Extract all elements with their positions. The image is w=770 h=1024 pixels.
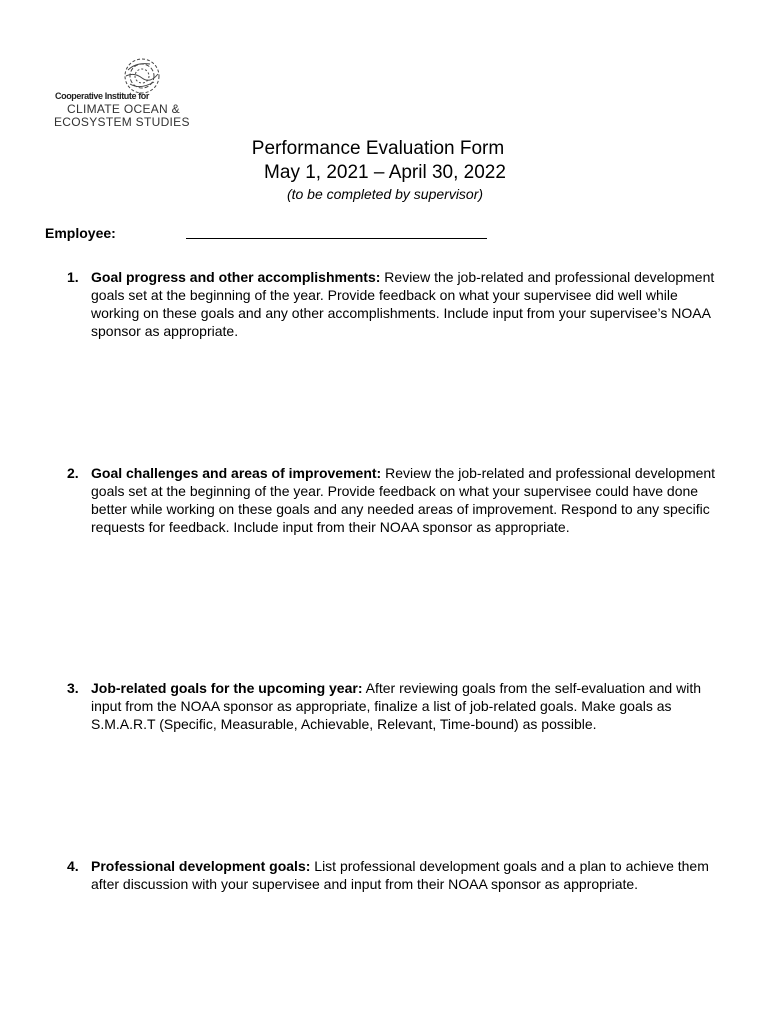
employee-name-field[interactable] [186, 238, 487, 239]
item-body [91, 679, 727, 733]
item-heading: Goal progress and other accomplishments: [91, 269, 381, 285]
item-number: 3. [67, 680, 79, 696]
item-number: 1. [67, 269, 79, 285]
organization-logo [54, 56, 190, 129]
evaluation-period: May 1, 2021 – April 30, 2022 [264, 162, 506, 183]
form-title: Performance Evaluation Form [251, 138, 505, 159]
evaluation-item [67, 268, 727, 340]
logo-line-3: ECOSYSTEM STUDIES [54, 115, 190, 129]
evaluation-item [67, 464, 727, 536]
item-body [91, 268, 727, 340]
item-text: After reviewing goals from the self-evaluation and with input from the NOAA sponsor as appropriate, finalize a list of job-related goals. Make goals as S.M.A.R.T (Specific, Measurable, Achievable, Relevant, Time-bound) as possible. [91, 680, 702, 732]
evaluation-item [67, 679, 727, 733]
item-number: 2. [67, 465, 79, 481]
employee-label: Employee: [45, 225, 116, 241]
item-body [91, 464, 727, 536]
logo-line-1: Cooperative Institute for [55, 91, 150, 101]
item-heading: Job-related goals for the upcoming year: [91, 680, 363, 696]
item-body [91, 857, 727, 893]
item-heading: Goal challenges and areas of improvement: [91, 465, 382, 481]
item-number: 4. [67, 858, 79, 874]
form-header [0, 137, 770, 203]
evaluation-item [67, 857, 727, 893]
item-text: List professional development goals and a plan to achieve them after discussion with your supervisee and input from their NOAA sponsor as appropriate. [91, 858, 709, 892]
item-heading: Professional development goals: [91, 858, 311, 874]
item-text: Review the job-related and professional development goals set at the beginning of the year. Provide feedback on what your supervisee could have done better while working on these goals and any needed areas of improvement. Respond to any specific requests for feedback. Include input from their NOAA sponsor as appropriate. [91, 465, 716, 535]
form-subtitle: (to be completed by supervisor) [286, 186, 484, 202]
logo-line-2: CLIMATE OCEAN & [67, 102, 180, 116]
item-text: Review the job-related and professional development goals set at the beginning of the year. Provide feedback on what your supervisee did well while working on these goals and any other accomplishments. Include input from your supervisee’s NOAA sponsor as appropriate. [91, 269, 715, 339]
